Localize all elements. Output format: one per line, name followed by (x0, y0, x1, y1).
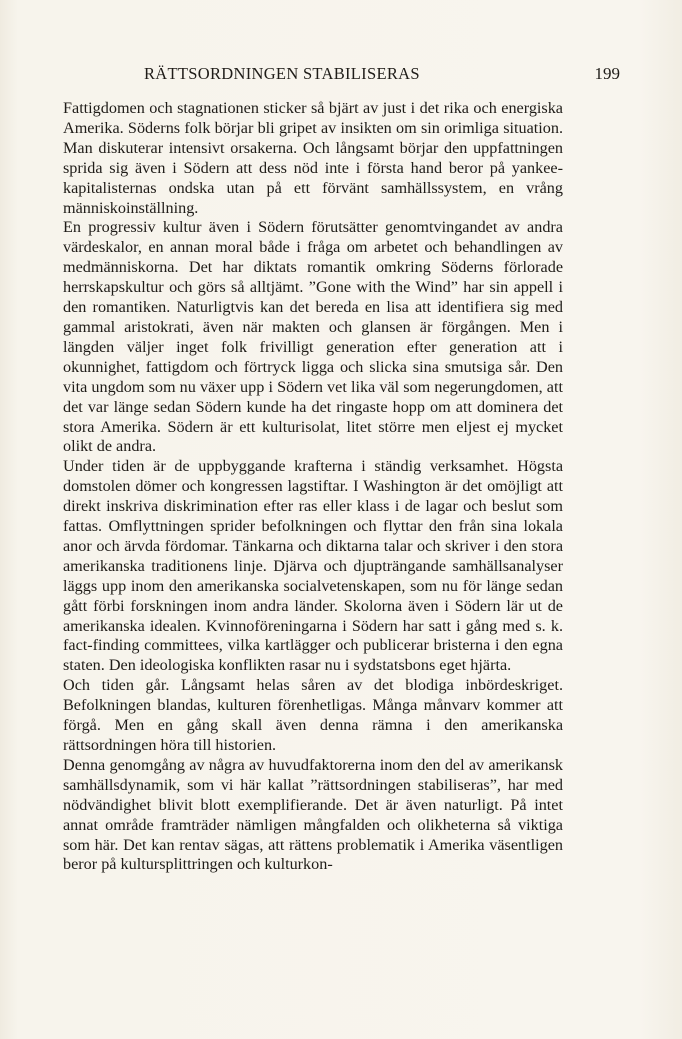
running-head: RÄTTSORDNINGEN STABILISERAS (144, 64, 420, 83)
paragraph: Under tiden är de uppbyggande krafterna i ständig verksamhet. Högsta domstolen dömer och kongressen lagstiftar. I Washington är det omöjligt att direkt inskriva diskrimination efter ras eller klass i de lagar och beslut som fattas. Omflyttningen sprider befolkningen och flyttar den från sina lokala anor och ärvda fördomar. Tänkarna och diktarna talar och skriver i den stora amerikanska traditionens linje. Djärva och djupträngande samhällsanalyser läggs upp inom den amerikanska socialvetenskapen, som nu för länge sedan gått förbi forskningen inom andra länder. Skolorna även i Södern lär ut de amerikanska idealen. Kvinnoföreningarna i Södern har satt i gång med s. k. fact-finding committees, vilka kartlägger och publicerar bristerna i den egna staten. Den ideologiska konflikten rasar nu i sydstatsbons eget hjärta. (63, 457, 563, 675)
paragraph: Fattigdomen och stagnationen sticker så bjärt av just i det rika och energiska Amerika. Söderns folk börjar bli gripet av insikten om sin orimliga situation. Man diskuterar intensivt orsakerna. Och långsamt börjar den uppfattningen sprida sig även i Södern att dess nöd inte i första hand beror på yankee-kapitalisternas ondska utan på ett förvänt samhällssystem, en vrång människoinställning. (63, 99, 563, 217)
body-text (63, 99, 563, 875)
paragraph: Och tiden går. Långsamt helas såren av det blodiga inbördeskriget. Befolkningen blandas, kulturen förenhetligas. Många månvarv kommer att förgå. Men en gång skall även denna rämna i den amerikanska rättsordningen höra till historien. (63, 676, 563, 754)
paragraph: Denna genomgång av några av huvudfaktorerna inom den del av amerikansk samhällsdynamik, som vi här kallat ”rättsordningen stabiliseras”, har med nödvändighet blivit blott exemplifierande. Det är även naturligt. På intet annat område framträder nämligen mångfalden och olikheterna så viktiga som här. Det kan rentav sägas, att rättens problematik i Amerika väsentligen beror på kultursplittringen och kulturkon- (63, 755, 563, 874)
page-header (60, 64, 634, 90)
paragraph: En progressiv kultur även i Södern förutsätter genomtvingandet av andra värdeskalor, en annan moral både i fråga om arbetet och behandlingen av medmänniskorna. Det har diktats romantik omkring Söderns förlorade herrskapskultur och görs så alltjämt. ”Gone with the Wind” har sin appell i den romantiken. Naturligtvis kan det bereda en lisa att identifiera sig med gammal aristokrati, även när makten och glansen är förgången. Men i längden väljer inget folk frivilligt generation efter generation att i okunnighet, fattigdom och förtryck ligga och slicka sina smutsiga sår. Den vita ungdom som nu växer upp i Södern vet lika väl som negerungdomen, att det var länge sedan Södern kunde ha det ringaste hopp om att dominera det stora Amerika. Södern är ett kulturisolat, litet större men eljest ej mycket olikt de andra. (63, 218, 563, 456)
page-number: 199 (594, 64, 620, 83)
